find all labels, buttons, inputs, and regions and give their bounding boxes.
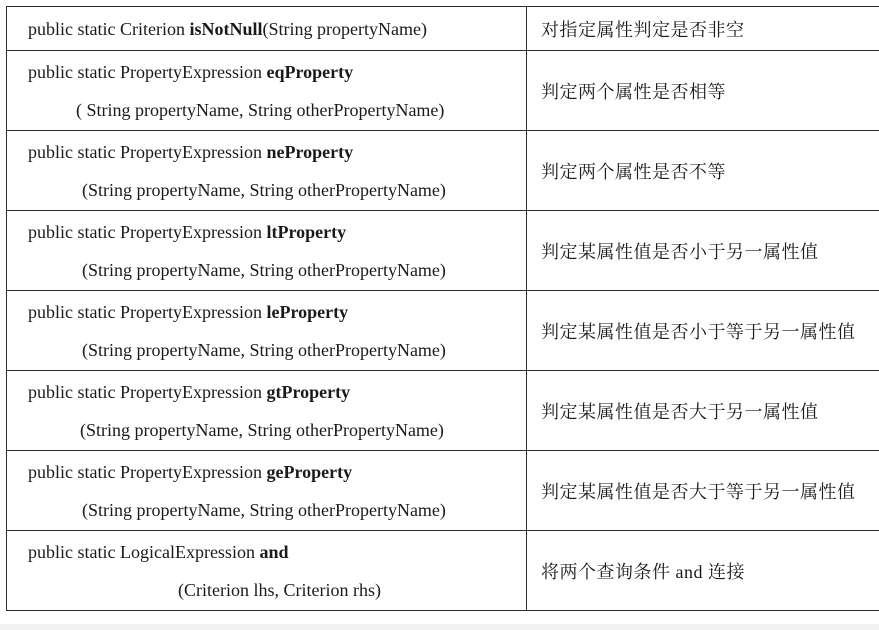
description-cell (527, 131, 879, 211)
return-type-prefix: public static PropertyExpression (28, 61, 267, 82)
description-text: 判定某属性值是否小于等于另一属性值 (541, 321, 856, 342)
description-text: 对指定属性判定是否非空 (541, 19, 745, 40)
signature-line (28, 18, 526, 40)
signature-line (28, 61, 526, 83)
method-signature-cell (7, 211, 527, 291)
method-name: neProperty (266, 141, 354, 162)
table-row (7, 51, 879, 131)
criterion-method-table (6, 6, 879, 611)
table-row (7, 531, 879, 611)
description-cell (527, 451, 879, 531)
method-name: gtProperty (266, 381, 351, 402)
table-row (7, 451, 879, 531)
signature-line (28, 541, 526, 563)
method-parameters: (String propertyName, String otherPropertyName) (82, 339, 446, 360)
signature-line (28, 301, 526, 323)
description-cell (527, 371, 879, 451)
signature-line (28, 381, 526, 403)
table-body (7, 7, 879, 611)
method-parameters: (String propertyName, String otherPropertyName) (82, 179, 446, 200)
method-name: ltProperty (266, 221, 347, 242)
method-signature-cell (7, 531, 527, 611)
description-text: 将两个查询条件 and 连接 (541, 561, 745, 582)
page-bottom-edge (0, 624, 879, 630)
description-text: 判定某属性值是否大于等于另一属性值 (541, 481, 856, 502)
description-cell (527, 51, 879, 131)
method-parameters: (Criterion lhs, Criterion rhs) (178, 579, 381, 600)
method-parameters: (String propertyName, String otherPropertyName) (80, 419, 444, 440)
method-signature-cell (7, 371, 527, 451)
description-text: 判定两个属性是否相等 (541, 81, 726, 102)
description-text: 判定两个属性是否不等 (541, 161, 726, 182)
description-text: 判定某属性值是否大于另一属性值 (541, 401, 819, 422)
method-signature-cell (7, 7, 527, 51)
return-type-prefix: public static PropertyExpression (28, 381, 267, 402)
method-name: and (259, 541, 289, 562)
table-row (7, 371, 879, 451)
return-type-prefix: public static LogicalExpression (28, 541, 260, 562)
signature-line (28, 221, 526, 243)
description-cell (527, 531, 879, 611)
signature-line (28, 141, 526, 163)
return-type-prefix: public static PropertyExpression (28, 301, 267, 322)
table-row (7, 211, 879, 291)
description-cell (527, 291, 879, 371)
method-parameters: (String propertyName, String otherPropertyName) (82, 499, 446, 520)
method-parameters: (String propertyName, String otherPropertyName) (82, 259, 446, 280)
method-name: leProperty (266, 301, 349, 322)
method-signature-cell (7, 131, 527, 211)
return-type-prefix: public static Criterion (28, 18, 190, 39)
method-signature-cell (7, 291, 527, 371)
method-name: eqProperty (266, 61, 354, 82)
table-row (7, 291, 879, 371)
description-text: 判定某属性值是否小于另一属性值 (541, 241, 819, 262)
method-name: geProperty (266, 461, 353, 482)
method-signature-cell (7, 51, 527, 131)
table-row (7, 131, 879, 211)
method-name: isNotNull (189, 18, 263, 39)
return-type-prefix: public static PropertyExpression (28, 141, 267, 162)
return-type-prefix: public static PropertyExpression (28, 221, 267, 242)
description-cell (527, 7, 879, 51)
description-cell (527, 211, 879, 291)
method-parameters: (String propertyName) (262, 18, 427, 39)
method-signature-cell (7, 451, 527, 531)
method-parameters: ( String propertyName, String otherPropertyName) (76, 99, 445, 120)
return-type-prefix: public static PropertyExpression (28, 461, 267, 482)
signature-line (28, 461, 526, 483)
table-row (7, 7, 879, 51)
